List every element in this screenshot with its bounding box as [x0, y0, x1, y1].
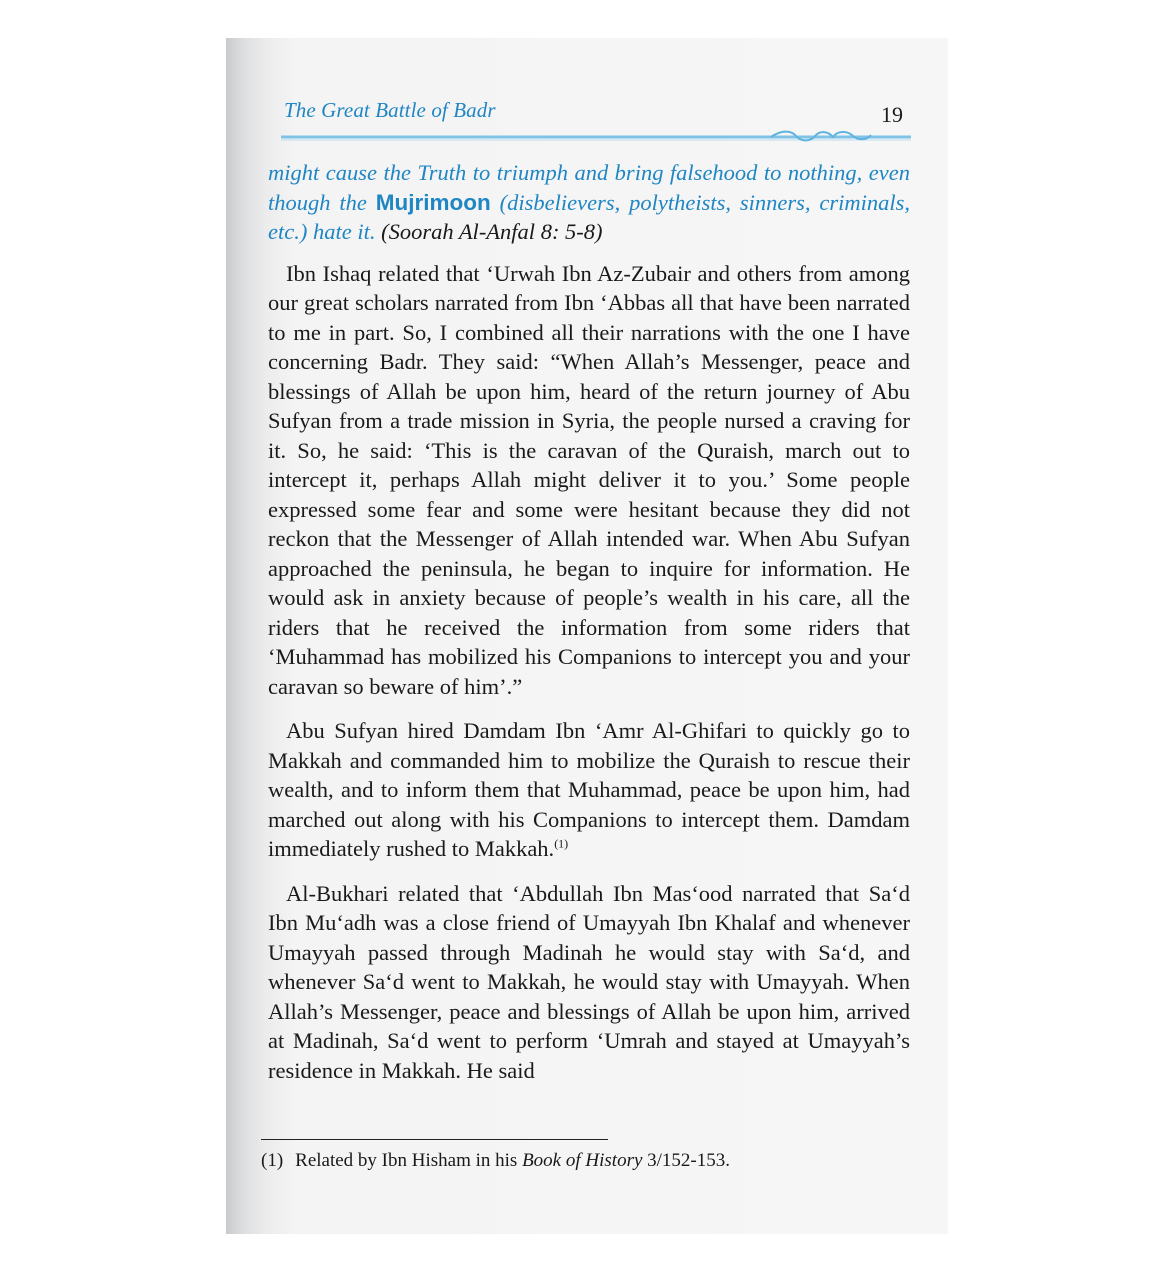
paragraph-abu-sufyan [268, 716, 910, 864]
footnote-pages: 3/152-153. [642, 1150, 731, 1171]
verse-text-after: (disbelievers, polytheists, sinners, criminals, etc.) hate it. [268, 189, 910, 244]
citation-surah: Soorah Al-Anfal [388, 219, 536, 244]
body-text [268, 158, 910, 1100]
paragraph-al-bukhari: Al-Bukhari related that ‘Abdullah Ibn Mas‘ood narrated that Sa‘d Ibn Mu‘adh was a close friend of Umayyah Ibn Khalaf and whenever Umayyah passed through Madinah he would stay with Sa‘d, and whenever Sa‘d went to Makkah, he would stay with Umayyah. When Allah’s Messenger, peace and blessings of Allah be upon him, arrived at Madinah, Sa‘d went to perform ‘Umrah and stayed at Umayyah’s residence in Makkah. He said [268, 880, 910, 1083]
footnote [261, 1150, 901, 1172]
footnote-marker[interactable]: (1) [554, 836, 569, 851]
quran-verse [268, 158, 910, 247]
paragraph-ibn-ishaq: Ibn Ishaq related that ‘Urwah Ibn Az-Zubair and others from among our great scholars narrated from Ibn ‘Abbas all that have been narrated to me in part. So, I combined all their narrations with the one I have concerning Badr. They said: “When Allah’s Messenger, peace and blessings of Allah be upon him, heard of the return journey of Abu Sufyan from a trade mission in Syria, the people nursed a craving for it. So, he said: ‘This is the caravan of the Quraish, march out to intercept it, perhaps Allah might deliver it to you.’ Some people expressed some fear and some were hesitant because they did not reckon that the Messenger of Allah intended war. When Abu Sufyan approached the peninsula, he began to inquire for information. He would ask in anxiety because of people’s wealth in his care, all the riders that he received the information from some riders that ‘Muhammad has mobilized his Companions to intercept you and your caravan so beware of him’.” [268, 260, 910, 699]
page-number: 19 [881, 102, 903, 127]
page-header [281, 96, 911, 146]
verse-text: might cause the Truth to triumph and bring falsehood to nothing, even though the [268, 160, 910, 215]
footnote-number: (1) [261, 1150, 284, 1171]
book-page [226, 38, 948, 1234]
footnote-book-title: Book of History [522, 1150, 643, 1171]
footnote-divider [261, 1139, 608, 1140]
citation-ref: 8: 5-8) [535, 219, 603, 244]
paragraph-text: Abu Sufyan hired Damdam Ibn ‘Amr Al-Ghifari to quickly go to Makkah and commanded him to mobilize the Quraish to rescue their wealth, and to inform them that Muhammad, peace be upon him, had marched out along with his Companions to intercept them. Damdam immediately rushed to Makkah. [268, 718, 910, 861]
header-ornament-rule [281, 130, 911, 144]
verse-citation: (Soorah Al-Anfal 8: 5-8) [381, 219, 603, 244]
footnote-text: Related by Ibn Hisham in his [295, 1150, 523, 1171]
verse-bold-term: Mujrimoon [375, 189, 491, 215]
running-title: The Great Battle of Badr [284, 98, 496, 122]
